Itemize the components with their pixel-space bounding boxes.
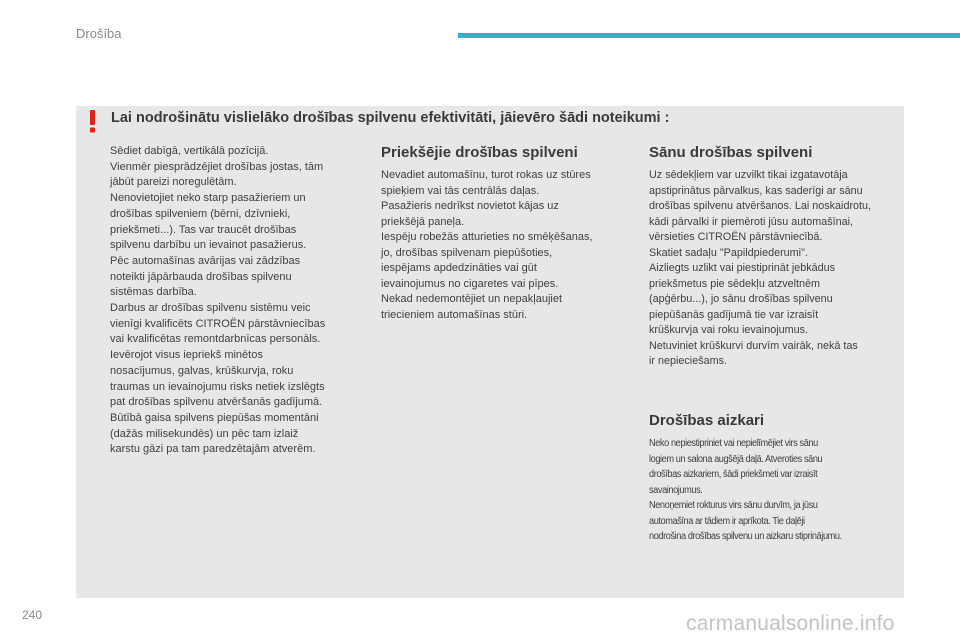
intro-column (110, 144, 366, 458)
front-airbags-column (381, 144, 631, 323)
side-airbags-text: Uz sēdekļiem var uzvilkt tikai izgatavotāja apstiprinātus pārvalkus, kas saderīgi ar sānu drošības spilvenu atvēršanos. Lai noskaidrotu, kādi pārvalki ir piemēroti jūsu automašīnai, vērsieties CITROËN pārstāvniecībā. Skatiet sadaļu "Papildpiederumi". Aizliegts uzlikt vai piestiprināt jebkādus priekšmetus pie sēdekļu atzveltnēm (apģērbu...), jo sānu drošības spilvenu piepūšanās gadījumā tie var izraisīt krūškurvja vai roku ievainojumus. Netuviniet krūškurvi durvīm vairāk, nekā tas ir nepieciešams. (649, 169, 872, 367)
intro-text: Sēdiet dabīgā, vertikālā pozīcijā. Vienmēr piesprādzējiet drošības jostas, tām jābūt pareizi noregulētām. Nenovietojiet neko starp pasažieriem un drošības spilveniem (bērni, dzīvnieki, priekšmeti...). Tas var traucēt drošības spilvenu darbību un ievainot pasažierus. Pēc automašīnas avārijas vai zādzības noteikti jāpārbauda drošības spilvenu sistēmas darbība. Darbus ar drošības spilvenu sistēmu veic vienīgi kvalificēts CITROËN pārstāvniecības vai kvalificētas remontdarbnīcas personāls. Ievērojot visus iepriekš minētos nosacījumus, galvas, krūškurvja, roku traumas un ievainojumu risks netiek izslēgts pat drošības spilvenu atvēršanās gadījumā. Būtībā gaisa spilvens piepūšas momentāni (dažās milisekundēs) un pēc tam izlaiž karstu gāzi pa tam paredzētajām atverēm. (110, 145, 326, 456)
curtain-airbags-text: Neko nepiestipriniet vai nepielīmējiet virs sānu logiem un salona augšējā daļā. Atveroties sānu drošības aizkariem, šādi priekšmeti var izraisīt savainojumus. Nenoņemiet rokturus virs sānu durvīm, ja jūsu automašīna ar tādiem ir aprīkota. Tie daļēji nodrošina drošības spilvenu un aizkaru stiprinājumu. (649, 438, 842, 542)
watermark: carmanualsonline.info (686, 612, 895, 635)
front-airbags-heading: Priekšējie drošības spilveni (381, 144, 578, 161)
side-airbags-column (649, 144, 901, 370)
panel-title: Lai nodrošinātu vislielāko drošības spilvenu efektivitāti, jāievēro šādi noteikumi : (111, 110, 670, 126)
section-header: Drošība (76, 26, 122, 41)
warning-exclamation-icon (86, 109, 100, 133)
front-airbags-text: Nevadiet automašīnu, turot rokas uz stūres spieķiem vai tās centrālās daļas. Pasažieris nedrīkst novietot kājas uz priekšējā paneļa. Iespēju robežās atturieties no smēķēšanas, jo, drošības spilvenam piepūšoties, iespējams apdedzināties vai gūt ievainojumus no cigaretes vai pīpes. Nekad nedemontējiet un nepakļaujiet triecieniem automašīnas stūri. (381, 169, 593, 321)
page-number: 240 (22, 608, 43, 622)
side-airbags-heading: Sānu drošības spilveni (649, 144, 813, 161)
curtain-airbags-column (649, 412, 901, 545)
curtain-airbags-heading: Drošības aizkari (649, 412, 765, 429)
header-accent-bar (458, 33, 960, 38)
